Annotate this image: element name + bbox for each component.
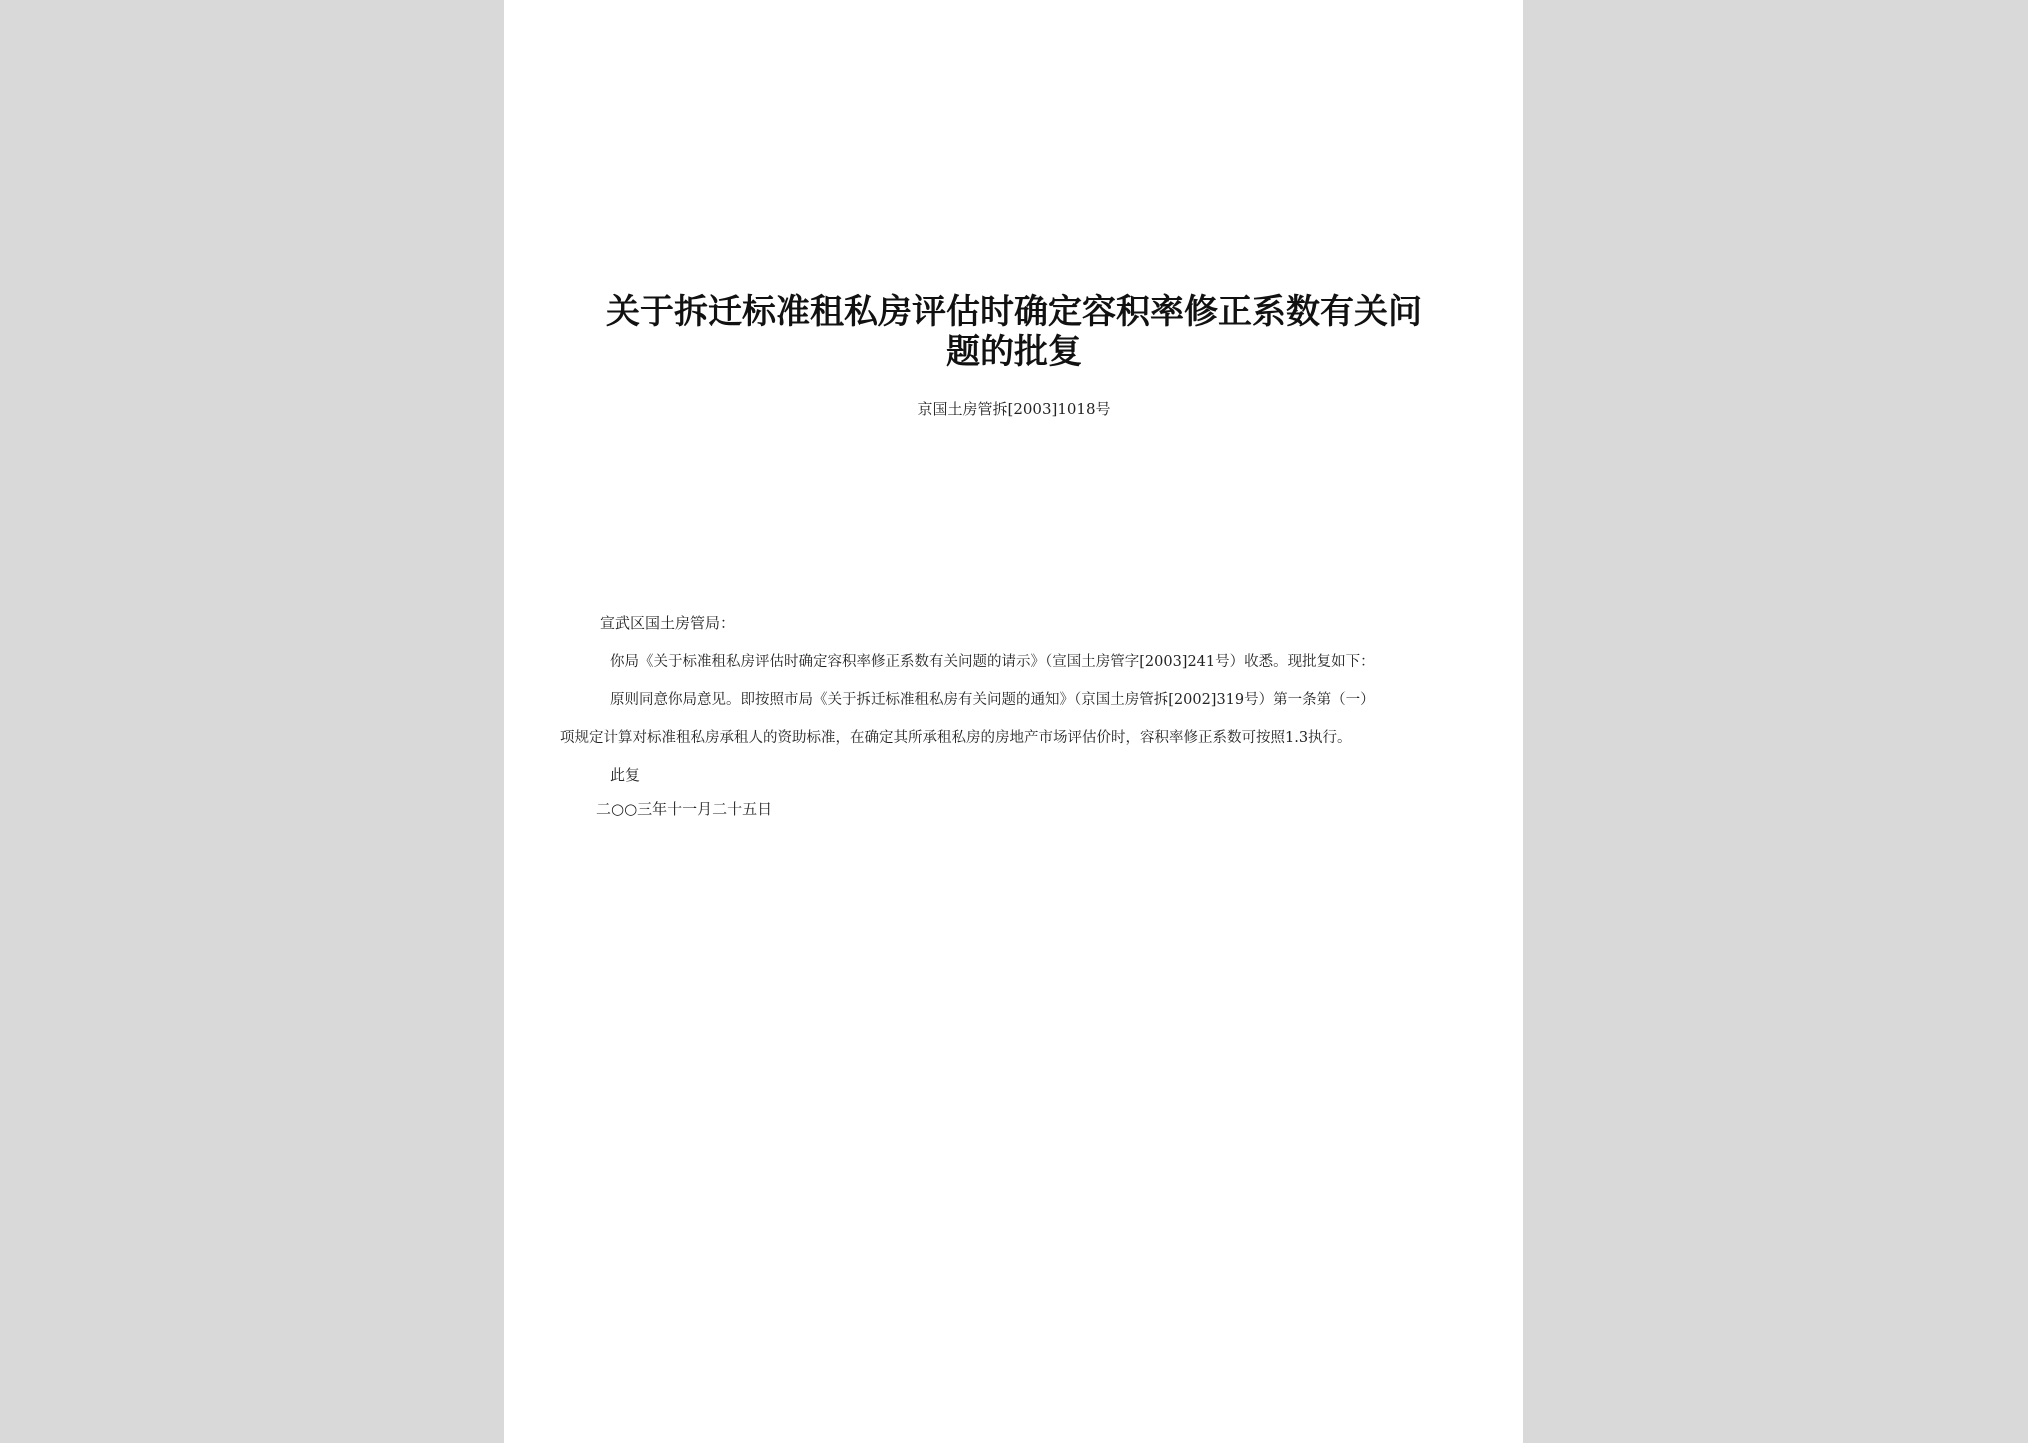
title-line-1: 关于拆迁标准租私房评估时确定容积率修正系数有关问 [606, 292, 1422, 332]
recipient: 宣武区国土房管局： [600, 614, 736, 632]
paragraph-2-line-2: 项规定计算对标准租私房承租人的资助标准，在确定其所承租私房的房地产市场评估价时，容积率修正系数可按照1.3执行。 [560, 730, 1352, 746]
document-date: 二○○三年十一月二十五日 [596, 800, 773, 818]
closing: 此复 [610, 766, 641, 784]
document-number: 京国土房管拆[2003]1018号 [917, 400, 1111, 418]
document-page [504, 0, 1523, 1443]
paragraph-2-line-1: 原则同意你局意见。即按照市局《关于拆迁标准租私房有关问题的通知》（京国土房管拆[2002]319号）第一条第（一） [610, 692, 1375, 708]
paragraph-1: 你局《关于标准租私房评估时确定容积率修正系数有关问题的请示》（宣国土房管字[2003]241号）收悉。现批复如下： [610, 654, 1375, 670]
document-title [564, 292, 1464, 372]
title-line-2: 题的批复 [946, 332, 1082, 372]
